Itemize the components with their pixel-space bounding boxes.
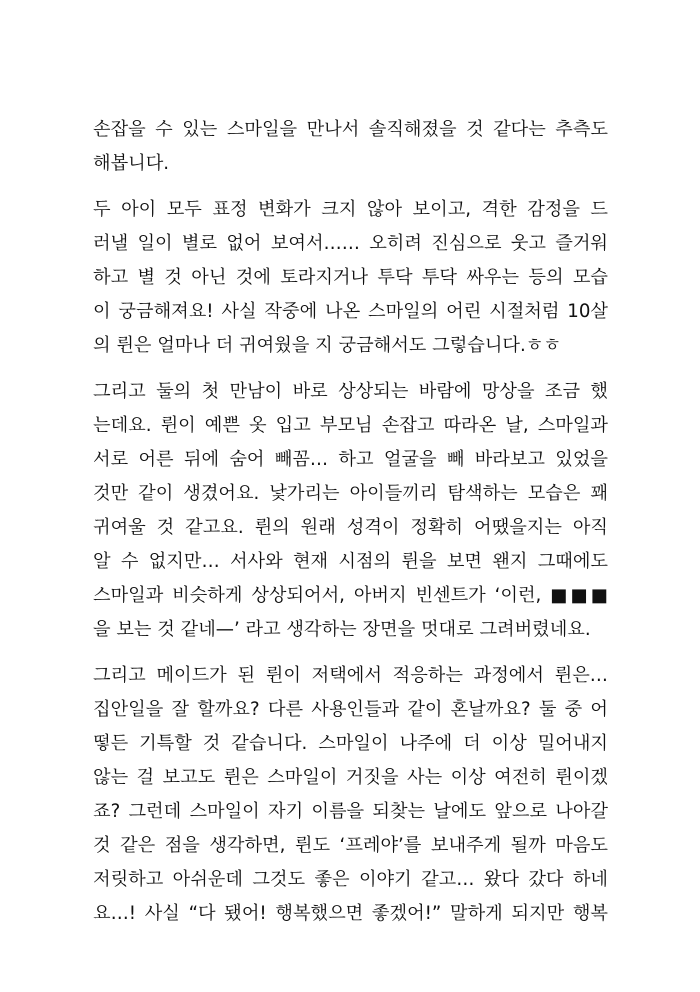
text-line: 을 보는 것 같네—’ 라고 생각하는 장면을 멋대로 그려버렸네요.: [93, 619, 591, 640]
text-line: 것 같은 점을 생각하면, 륀도 ‘프레야’를 보내주게 될까 마음도: [93, 835, 608, 856]
paragraph: [93, 659, 608, 931]
text-line: 알 수 없지만… 서사와 현재 시점의 륀을 보면 왠지 그때에도: [93, 551, 608, 572]
text-line: 떻든 기특할 것 같습니다. 스마일이 나주에 더 이상 밀어내지: [93, 733, 608, 754]
text-line: 저릿하고 아쉬운데 그것도 좋은 이야기 같고… 왔다 갔다 하네: [93, 869, 608, 890]
text-line: 요…! 사실 “다 됐어! 행복했으면 좋겠어!” 말하게 되지만 행복: [93, 903, 608, 924]
paragraph: [93, 375, 608, 647]
text-line: 러낼 일이 별로 없어 보여서…… 오히려 진심으로 웃고 즐거워: [93, 233, 608, 254]
text-line: 이 궁금해져요! 사실 작중에 나온 스마일의 어린 시절처럼 10살: [93, 301, 608, 322]
text-line: 스마일과 비슷하게 상상되어서, 아버지 빈센트가 ‘이런, ■■■: [93, 585, 608, 606]
paragraph: [93, 113, 608, 181]
text-line: 그리고 둘의 첫 만남이 바로 상상되는 바람에 망상을 조금 했: [93, 381, 608, 402]
text-line: 죠? 그런데 스마일이 자기 이름을 되찾는 날에도 앞으로 나아갈: [93, 801, 608, 822]
text-line: 집안일을 잘 할까요? 다른 사용인들과 같이 혼날까요? 둘 중 어: [93, 699, 608, 720]
text-line: 그리고 메이드가 된 륀이 저택에서 적응하는 과정에서 륀은…: [93, 665, 608, 686]
text-line: 해봅니다.: [93, 153, 170, 174]
text-line: 하고 별 것 아닌 것에 토라지거나 투닥 투닥 싸우는 등의 모습: [93, 267, 608, 288]
text-line: 것만 같이 생겼어요. 낯가리는 아이들끼리 탐색하는 모습은 꽤: [93, 483, 608, 504]
text-line: 손잡을 수 있는 스마일을 만나서 솔직해졌을 것 같다는 추측도: [93, 119, 608, 140]
text-line: 는데요. 륀이 예쁜 옷 입고 부모님 손잡고 따라온 날, 스마일과: [93, 415, 608, 436]
text-line: 의 륀은 얼마나 더 귀여웠을 지 궁금해서도 그렇습니다.ㅎㅎ: [93, 335, 561, 356]
text-line: 서로 어른 뒤에 숨어 빼꼼… 하고 얼굴을 빼 바라보고 있었을: [93, 449, 608, 470]
document-body: [93, 113, 608, 931]
text-line: 두 아이 모두 표정 변화가 크지 않아 보이고, 격한 감정을 드: [93, 199, 608, 220]
paragraph: [93, 193, 608, 363]
text-line: 귀여울 것 같고요. 륀의 원래 성격이 정확히 어땠을지는 아직: [93, 517, 608, 538]
text-line: 않는 걸 보고도 륀은 스마일이 거짓을 사는 이상 여전히 륀이겠: [93, 767, 608, 788]
